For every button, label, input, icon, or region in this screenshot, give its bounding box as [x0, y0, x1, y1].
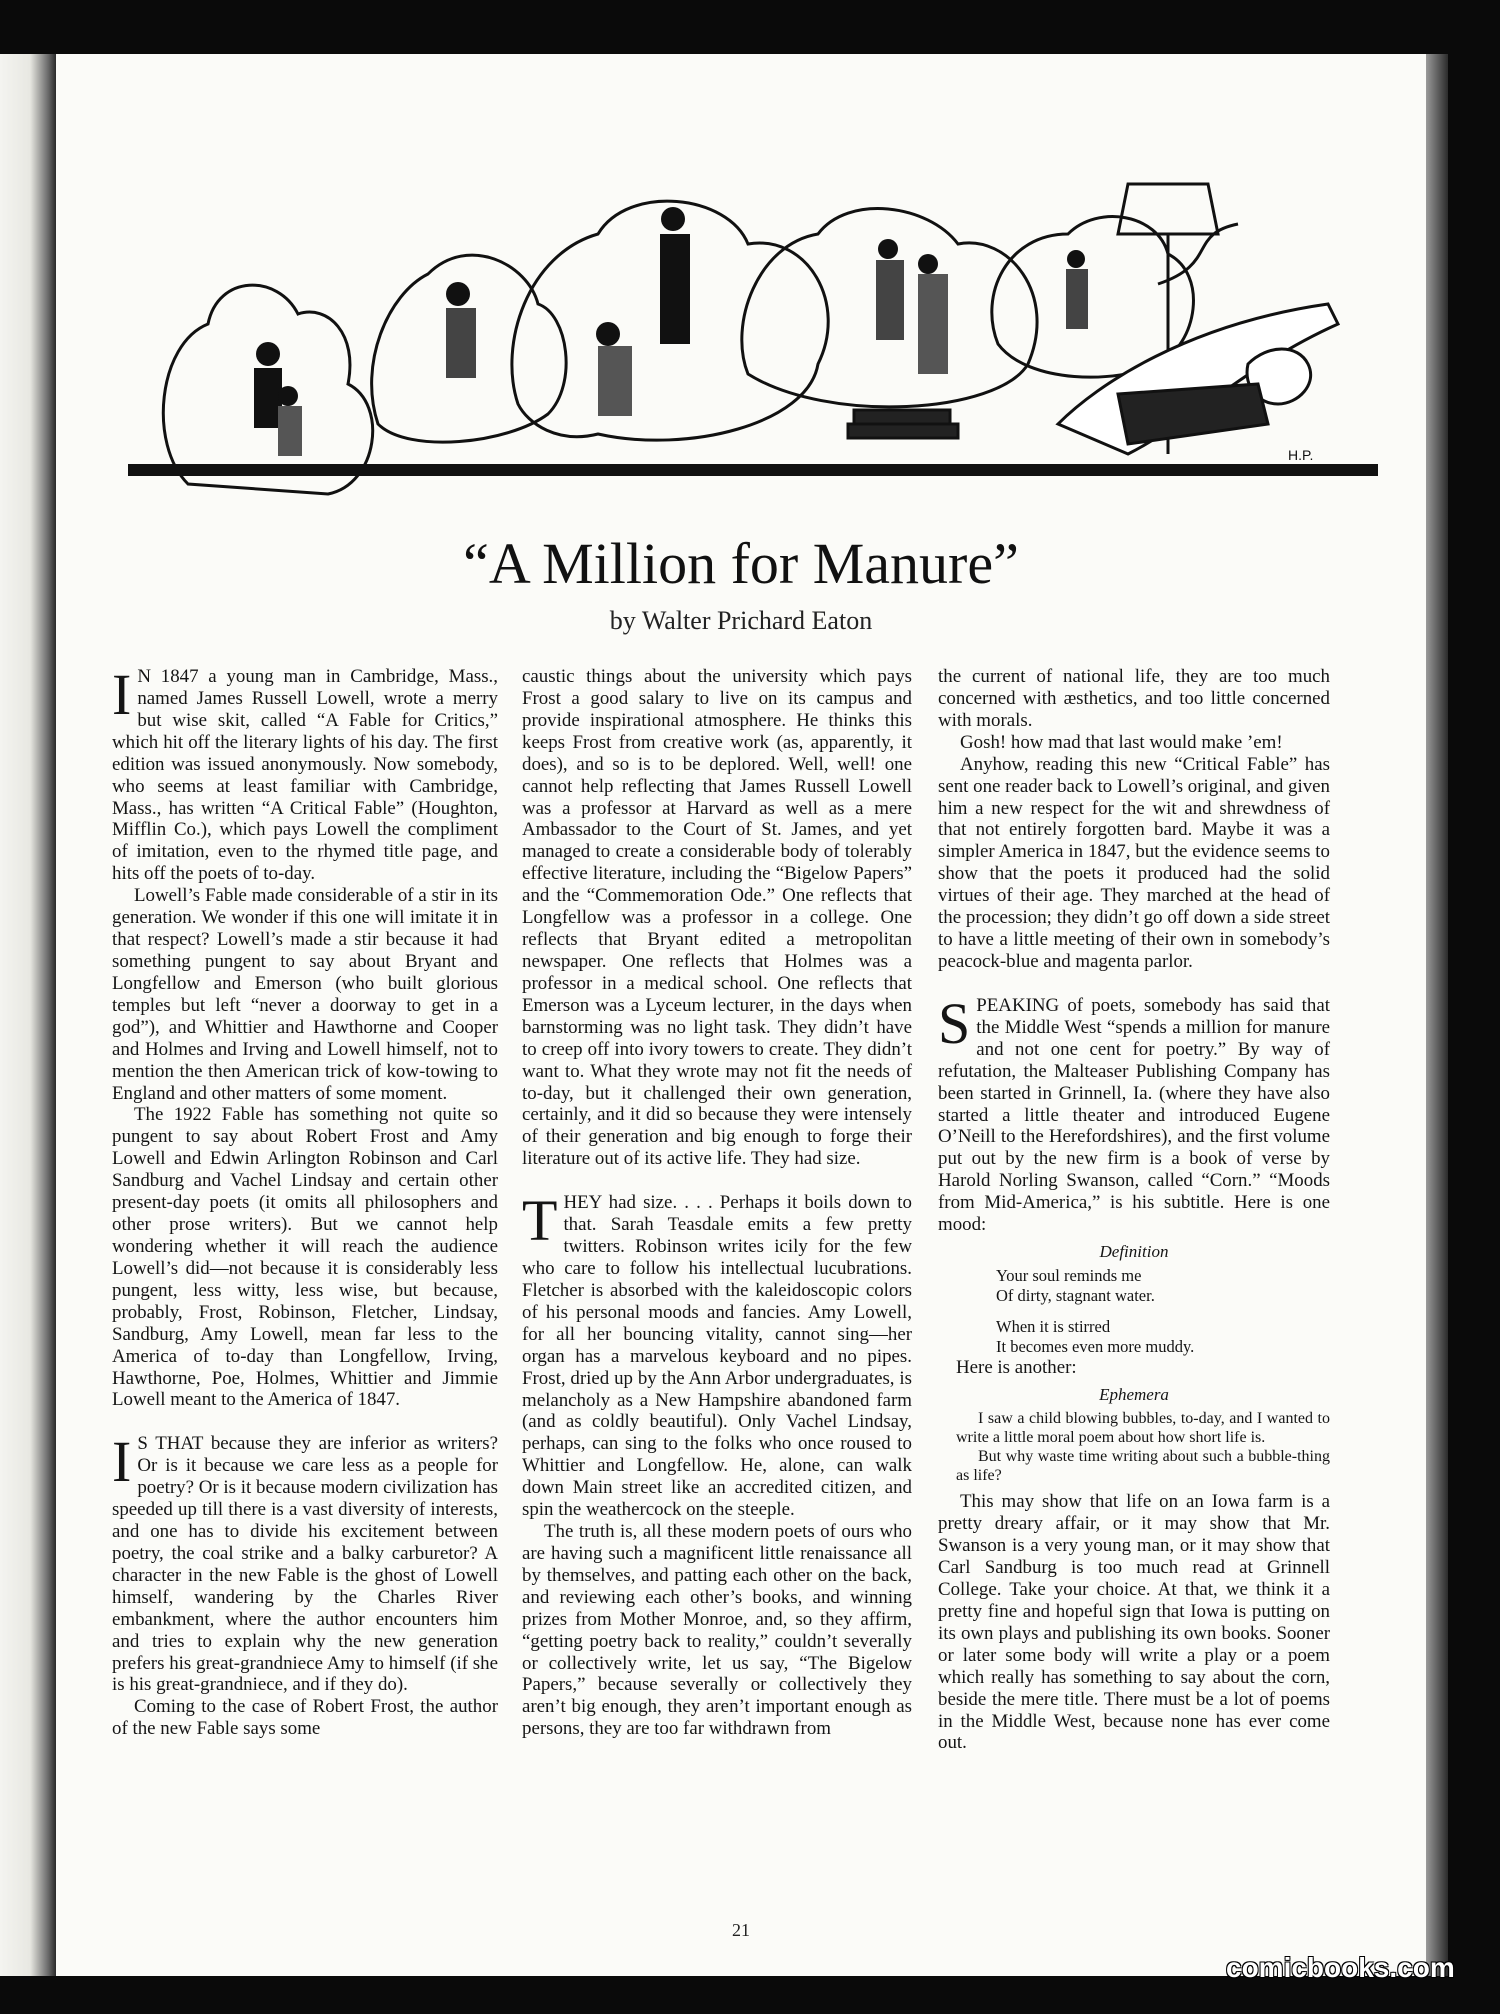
paragraph: The truth is, all these modern poets of ours who are having such a magnificent little renaissance all by themselves, and patting each other on the back, and reviewing each other’s books, and winning prizes from Mother Monroe, and, so they affirm, “getting poetry back to reality,” couldn’t severally or collectively write, let us say, “The Bigelow Papers,” because severally or collectively they aren’t big enough, they aren’t important enough as persons, they are too far withdrawn from — [522, 1521, 912, 1740]
poem-line: Your soul reminds me — [996, 1265, 1142, 1285]
paragraph: Gosh! how mad that last would make ’em! — [960, 731, 1283, 753]
poem-line: When it is stirred — [996, 1317, 1111, 1337]
poem-line: But why waste time writing about such a bubble-thing as life? — [956, 1447, 1330, 1485]
column-1 — [112, 662, 498, 1740]
poem-line: It becomes even more muddy. — [996, 1337, 1195, 1357]
paragraph: I S THAT because they are inferior as writers? Or is it because we care less as a people for poetry? Or is it because modern civilization has speeded up till there is a vast diversity of interests, and one has to divide his excitement between poetry, the coal strike and a balky carburetor? A character in the new Fable is the ghost of Lowell himself, wandering by the Charles River embankment, where the author encounters him and tries to explain why the new generation prefers his great-grandniece Amy to himself (if she is his great-grandniece, and if they do). — [112, 1429, 498, 1696]
paragraph: SPEAKING of poets, somebody has said that the Middle West “spends a million for manure and not one cent for poetry.” By way of refutation, the Malteaser Publishing Company has been started in Grinnell, Ia. (where they have also started a little theater and introduced Eugene O’Neill to the Herefordshires), and the first volume put out by the new firm is a book of verse by Harold Norling Swanson, called “Corn.” “Moods from Mid-America,” is his subtitle. Here is one mood: — [938, 990, 1330, 1236]
paragraph: I N 1847 a young man in Cambridge, Mass., named James Russell Lowell, wrote a merry but wise skit, called “A Fable for Critics,” which hit off the literary lights of his day. The first edition was issued anonymously. Now somebody, who seems at least familiar with Cambridge, Mass., has written “A Critical Fable” (Houghton, Mifflin Co.), which pays Lowell the compliment of imitation, even to the rhymed title page, and hits off the poets of to-day. — [112, 662, 498, 885]
paragraph: caustic things about the university which pays Frost a good salary to live on its campus and provide inspirational atmosphere. He thinks this keeps Frost from creative work (as, apparently, it does), and so is to be deplored. Well, well! one cannot help reflecting that James Russell Lowell was a professor at Harvard as well as a mere Ambassador to the Court of St. James, and yet managed to create a considerable body of tolerably effective literature, including the “Bigelow Papers” and the “Commemoration Ode.” One reflects that Longfellow was a professor in a college. One reflects that Bryant edited a metropolitan newspaper. One reflects that Holmes was a professor in a medical school. One reflects that Emerson was a Lyceum lecturer, in the days when barnstorming was no light task. They didn’t have to creep off into ivory towers to create. They didn’t want to. What they wrote may not fit the needs of to-day, but it challenged their own generation, certainly, and it did so because they were intensely of their generation and big enough to forge their literature out of its active life. They had size. — [522, 666, 912, 1170]
paragraph: Coming to the case of Robert Frost, the author of the new Fable says some — [112, 1696, 498, 1740]
paragraph: Lowell’s Fable made considerable of a stir in its generation. We wonder if this one will imitate it in that respect? Lowell’s made a stir because it had something pungent to say about Bryant and Longfellow and Emerson (who built glorious temples but left “never a doorway to get in a god”), and Whittier and Hawthorne and Cooper and Holmes and Irving and Lowell himself, not to mention the then American trick of kow-towing to England and other matters of some moment. — [112, 885, 498, 1104]
paragraph: Anyhow, reading this new “Critical Fable” has sent one reader back to Lowell’s original, and given him a new respect for the wit and shrewdness of that not entirely forgotten bard. Maybe it was a simpler America in 1847, but the evidence seems to show that the poets it produced had the solid virtues of their age. They marched at the head of the procession; they didn’t go off down a side street to have a little meeting of their own in somebody’s peacock-blue and magenta parlor. — [938, 753, 1330, 972]
drop-cap: S — [938, 990, 971, 1056]
paragraph: The 1922 Fable has something not quite so pungent to say about Robert Frost and Amy Lowell and Edwin Arlington Robinson and Carl Sandburg and Vachel Lindsay and certain other present-day poets (it omits all philosophers and other prose writers). But we cannot help wondering whether it will reach the audience Lowell’s did—not because it is considerably less pungent, less witty, less wise, but because, probably, Frost, Robinson, Fletcher, Lindsay, Sandburg, Amy Lowell, mean far less to the America of to-day than Longfellow, Irving, Hawthorne, Poe, Holmes, Whittier and Jimmie Lowell meant to the America of 1847. — [112, 1104, 498, 1411]
paragraph: This may show that life on an Iowa farm is a pretty dreary affair, or it may show that Mr. Swanson is a very young man, or it may show that Carl Sandburg is too much read at Grinnell College. Take your choice. At that, we think it a pretty fine and hopeful sign that Iowa is putting on its own plays and publishing its own books. Sooner or later some body will write a play or a poem which really has something to say about the corn, beside the mere title. There must be a lot of poems in the Middle West, because none has ever come out. — [938, 1491, 1330, 1754]
drop-cap: T — [522, 1188, 558, 1254]
article-byline: by Walter Prichard Eaton — [609, 606, 873, 635]
artist-initials: H.P. — [1288, 447, 1314, 463]
paragraph: the current of national life, they are too much concerned with æsthetics, and too little concerned with morals. — [938, 666, 1330, 731]
paragraph: Here is another: — [956, 1356, 1077, 1378]
drop-cap: I — [112, 662, 132, 727]
column-3 — [938, 666, 1330, 1754]
poem-title: Definition — [1099, 1242, 1169, 1262]
article-title: “A Million for Manure” — [463, 531, 1019, 596]
book-gutter — [0, 54, 56, 1976]
header-illustration — [128, 124, 1378, 504]
drop-cap: I — [112, 1429, 132, 1495]
paragraph: THEY had size. . . . Perhaps it boils down to that. Sarah Teasdale emits a few pretty twitters. Robinson writes icily for the few who care to follow his intellectual lucubrations. Fletcher is absorbed with the kaleidoscopic colors of his personal moods and fancies. Amy Lowell, for all her bouncing vitality, cannot sing—her organ has a marvelous keyboard and no pipes. Frost, dried up by the Ann Arbor undergraduates, is melancholy as a New Hampshire abandoned farm (and as coldly beautiful). Only Vachel Lindsay, perhaps, can sing to the folks who once roused to Whittier and Longfellow. He, alone, can walk down Main street like an accredited citizen, and spin the weathercock on the steeple. — [522, 1188, 912, 1521]
page-edge — [1426, 54, 1448, 1976]
watermark: comicbooks.com — [1226, 1952, 1455, 1983]
column-2 — [522, 666, 912, 1740]
magazine-page — [56, 54, 1426, 1976]
poem-line: I saw a child blowing bubbles, to-day, and I wanted to write a little moral poem about how short life is. — [956, 1409, 1330, 1446]
poem-line: Of dirty, stagnant water. — [996, 1285, 1155, 1305]
poem-title: Ephemera — [1099, 1384, 1169, 1404]
page-number: 21 — [732, 1920, 750, 1940]
